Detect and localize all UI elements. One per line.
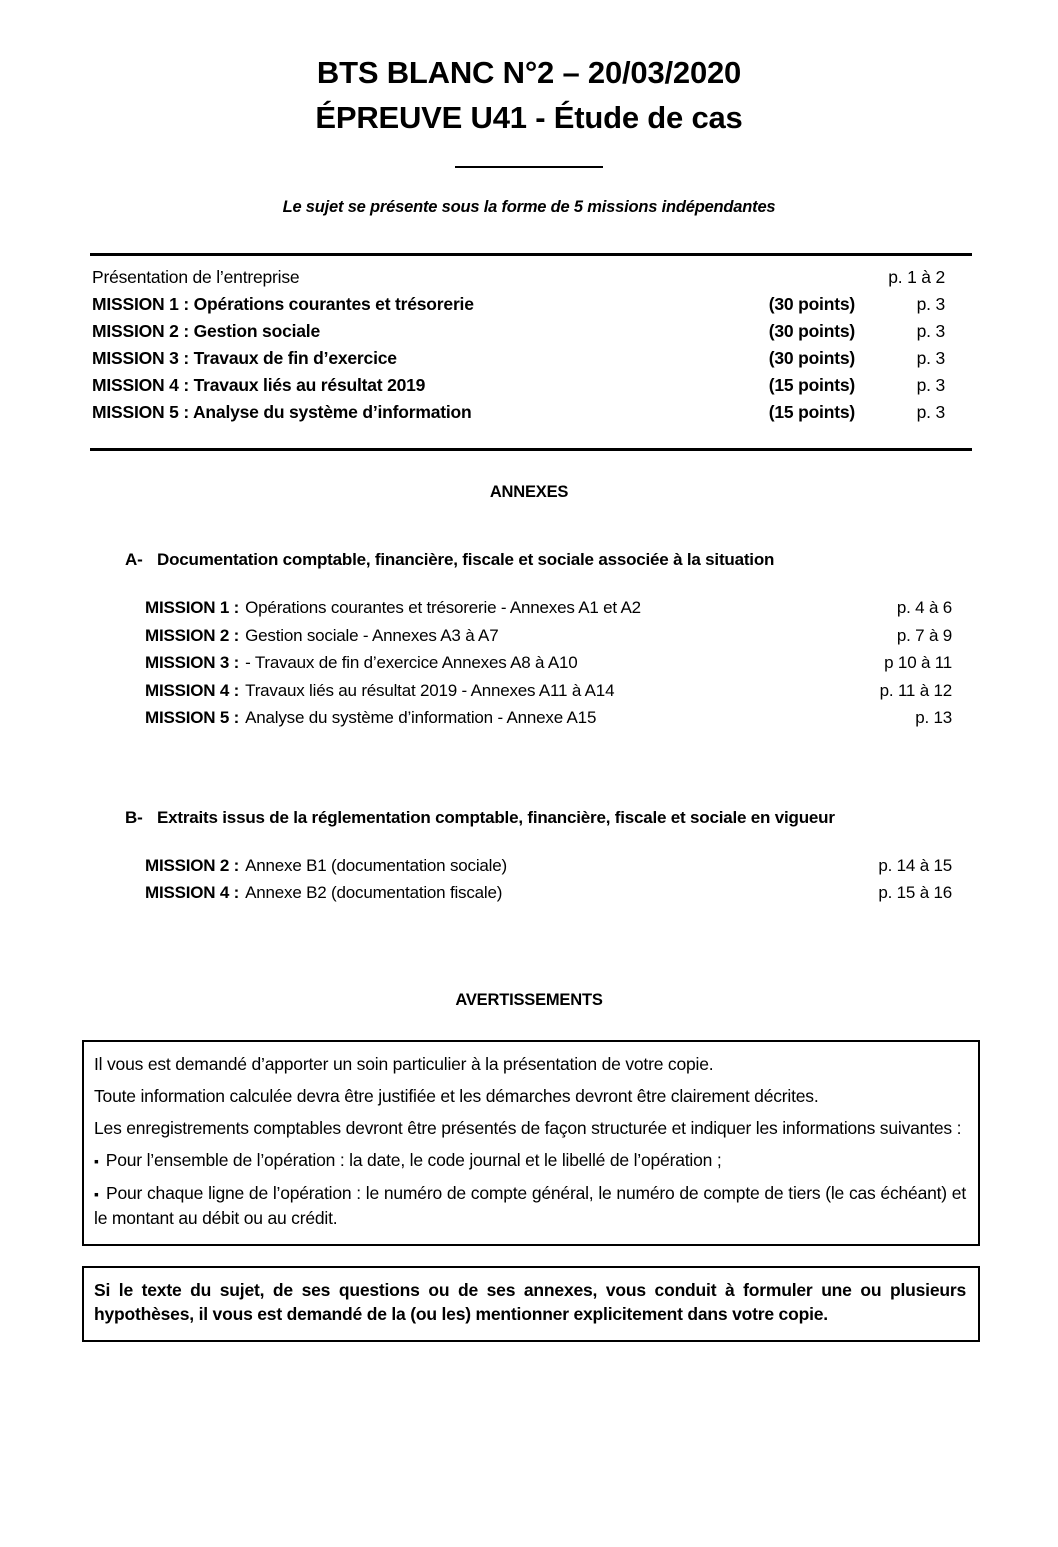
- document-title-line1: BTS BLANC N°2 – 20/03/2020: [316, 55, 742, 90]
- warning-bullet-text: Pour chaque ligne de l’opération : le numéro de compte général, le numéro de compte de tiers (le cas échéant) et le montant au débit ou au crédit.: [94, 1182, 966, 1228]
- annex-item-label: MISSION 3 :: [145, 653, 240, 672]
- toc-row-title: MISSION 1 : Opérations courantes et trésorerie: [92, 294, 474, 314]
- annex-item-text: Opérations courantes et trésorerie - Annexes A1 et A2: [245, 598, 641, 617]
- toc-row-points: [735, 264, 855, 291]
- annex-item-page: p 10 à 11: [884, 653, 952, 672]
- toc-row-page: p. 3: [916, 321, 945, 341]
- warning-paragraph: Toute information calculée devra être justifiée et les démarches devront être clairement décrites.: [94, 1085, 819, 1106]
- toc-row-points: (30 points): [768, 294, 855, 314]
- warning-paragraph: Il vous est demandé d’apporter un soin particulier à la présentation de votre copie.: [94, 1053, 714, 1074]
- annex-item-mission-4: [145, 677, 952, 705]
- annex-item-mission-2: [145, 622, 952, 650]
- toc-row-page: p. 1 à 2: [888, 267, 945, 287]
- annex-item-page: p. 4 à 6: [896, 598, 952, 617]
- warning-bullet-item: [94, 1177, 966, 1234]
- toc-row-mission-2: [92, 318, 945, 345]
- warning-bullet-item: [94, 1144, 966, 1177]
- toc-row-page: p. 3: [916, 348, 945, 368]
- annex-item-label: MISSION 1 :: [145, 598, 240, 617]
- section-a-title: Documentation comptable, financière, fiscale et sociale associée à la situation: [157, 550, 775, 569]
- annex-item-text: Travaux liés au résultat 2019 - Annexes A11 à A14: [245, 680, 615, 700]
- toc-row-title: Présentation de l’entreprise: [92, 267, 300, 287]
- warning-paragraph: Si le texte du sujet, de ses questions ou de ses annexes, vous conduit à formuler une ou plusieurs hypothèses, il vous est demandé de la (ou les) mentionner explicitement dans votre copie.: [94, 1279, 966, 1324]
- toc-row-page: p. 3: [916, 375, 945, 395]
- annex-item-text: Annexe B1 (documentation sociale): [245, 855, 507, 875]
- bullet-icon: ▪: [94, 1152, 99, 1169]
- annex-item-mission-3: [145, 649, 952, 677]
- toc-row-title: MISSION 3 : Travaux de fin d’exercice: [92, 348, 397, 368]
- document-subtitle: Le sujet se présente sous la forme de 5 missions indépendantes: [282, 198, 776, 216]
- warning-bullet-text: Pour l’ensemble de l’opération : la date, le code journal et le libellé de l’opération ;: [105, 1149, 722, 1170]
- annex-item-label: MISSION 2 :: [145, 855, 240, 875]
- toc-row-title: MISSION 5 : Analyse du système d’information: [92, 402, 472, 422]
- annex-item-mission-4-b2: [145, 879, 952, 907]
- annex-item-text: Analyse du système d’information - Annexe A15: [245, 708, 597, 727]
- annex-item-mission-1: [145, 594, 952, 622]
- annex-item-text: Annexe B2 (documentation fiscale): [245, 883, 503, 902]
- warning-paragraph: Les enregistrements comptables devront être présentés de façon structurée et indiquer les informations suivantes :: [94, 1117, 962, 1138]
- toc-row-points: (15 points): [768, 375, 855, 395]
- annex-item-label: MISSION 5 :: [145, 708, 240, 727]
- annexes-heading: ANNEXES: [489, 483, 569, 501]
- toc-row-mission-3: [92, 345, 945, 372]
- annex-item-page: p. 13: [915, 708, 952, 727]
- toc-row-points: (15 points): [768, 402, 855, 422]
- toc-row-page: p. 3: [916, 402, 945, 422]
- section-b-title: Extraits issus de la réglementation comptable, financière, fiscale et sociale en vigueur: [157, 807, 835, 827]
- document-title-line2: ÉPREUVE U41 - Étude de cas: [315, 100, 743, 135]
- section-a-label: A-: [125, 550, 143, 569]
- annex-item-page: p. 7 à 9: [896, 625, 952, 645]
- warnings-heading: AVERTISSEMENTS: [455, 990, 603, 1009]
- annex-item-page: p. 14 à 15: [878, 855, 952, 875]
- annex-item-label: MISSION 4 :: [145, 680, 240, 700]
- annex-item-label: MISSION 2 :: [145, 625, 240, 645]
- annexes-section-b: [125, 808, 952, 907]
- annex-item-page: p. 15 à 16: [878, 883, 952, 902]
- annex-item-page: p. 11 à 12: [879, 680, 952, 700]
- annex-item-mission-5: [145, 704, 952, 732]
- toc-row-mission-1: [92, 291, 945, 318]
- warnings-box-hypotheses: [82, 1266, 980, 1342]
- annex-item-label: MISSION 4 :: [145, 883, 240, 902]
- document-title: [0, 50, 1058, 140]
- bullet-icon: ▪: [94, 1185, 99, 1202]
- warnings-box-presentation: [82, 1040, 980, 1246]
- section-b-items: [145, 852, 952, 907]
- toc-row-page: p. 3: [916, 294, 945, 314]
- toc-row-mission-5: [92, 399, 945, 426]
- annex-item-text: Gestion sociale - Annexes A3 à A7: [245, 625, 499, 645]
- section-a-heading: [125, 550, 952, 570]
- section-a-items: [145, 594, 952, 732]
- toc-row-presentation: [92, 264, 945, 291]
- table-of-contents: [90, 253, 972, 451]
- toc-row-mission-4: [92, 372, 945, 399]
- toc-row-title: MISSION 4 : Travaux liés au résultat 2019: [92, 375, 426, 395]
- title-divider-rule: [455, 166, 603, 168]
- toc-row-points: (30 points): [768, 321, 855, 341]
- section-b-label: B-: [125, 807, 143, 827]
- annex-item-text: - Travaux de fin d’exercice Annexes A8 à A10: [245, 653, 578, 672]
- toc-row-title: MISSION 2 : Gestion sociale: [92, 321, 320, 341]
- annex-item-mission-2-b1: [145, 852, 952, 880]
- section-b-heading: [125, 808, 952, 828]
- annexes-section-a: [125, 550, 952, 732]
- toc-row-points: (30 points): [768, 348, 855, 368]
